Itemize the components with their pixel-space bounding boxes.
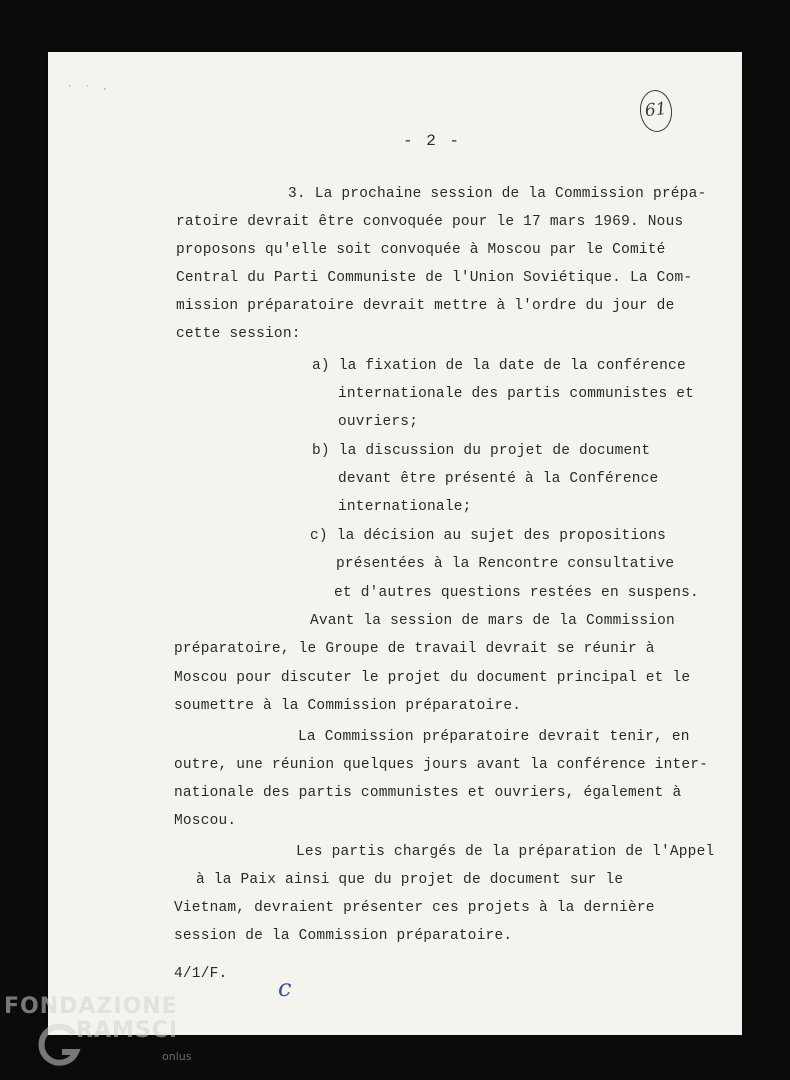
agenda-item-a: internationale des partis communistes et xyxy=(338,386,695,402)
folio-stamp xyxy=(638,88,674,133)
page-number: - 2 - xyxy=(403,132,462,150)
text-line: nationale des partis communistes et ouvriers, également à xyxy=(174,785,682,801)
agenda-item-a: a) la fixation de la date de la conférence xyxy=(312,358,686,374)
agenda-item-b: devant être présenté à la Conférence xyxy=(338,471,659,487)
watermark-logo xyxy=(4,994,204,1080)
agenda-item-a: ouvriers; xyxy=(338,414,419,430)
agenda-item-c: et d'autres questions restées en suspens. xyxy=(334,585,699,601)
text-line: outre, une réunion quelques jours avant la conférence inter- xyxy=(174,757,709,773)
watermark-line1: FONDAZIONE xyxy=(4,994,178,1019)
text-line: Les partis chargés de la préparation de l'Appel xyxy=(296,844,715,860)
text-line: Central du Parti Communiste de l'Union Soviétique. La Com- xyxy=(176,270,693,286)
handwritten-initial: c xyxy=(278,974,292,1002)
agenda-item-c: c) la décision au sujet des propositions xyxy=(310,528,667,544)
text-line: à la Paix ainsi que du projet de document sur le xyxy=(196,872,624,888)
text-line: Moscou. xyxy=(174,813,237,829)
agenda-item-b: b) la discussion du projet de document xyxy=(312,443,651,459)
text-line: soumettre à la Commission préparatoire. xyxy=(174,698,522,714)
text-line: ratoire devrait être convoquée pour le 17 mars 1969. Nous xyxy=(176,214,684,230)
text-line: proposons qu'elle soit convoquée à Moscou par le Comité xyxy=(176,242,666,258)
text-line: Avant la session de mars de la Commission xyxy=(310,613,675,629)
pencil-marks: · · , xyxy=(68,82,113,92)
agenda-item-b: internationale; xyxy=(338,499,472,515)
text-line: mission préparatoire devrait mettre à l'ordre du jour de xyxy=(176,298,675,314)
text-line: cette session: xyxy=(176,326,301,342)
watermark-line2: RAMSCI xyxy=(76,1018,179,1043)
document-page xyxy=(48,52,742,1035)
text-line: La Commission préparatoire devrait tenir, en xyxy=(298,729,690,745)
text-line: préparatoire, le Groupe de travail devrait se réunir à xyxy=(174,641,655,657)
g-logo-icon xyxy=(34,1022,82,1068)
watermark-suffix: onlus xyxy=(162,1050,192,1063)
folio-number: 61 xyxy=(643,98,668,122)
text-line: session de la Commission préparatoire. xyxy=(174,928,513,944)
agenda-item-c: présentées à la Rencontre consultative xyxy=(336,556,675,572)
text-line: Vietnam, devraient présenter ces projets à la dernière xyxy=(174,900,655,916)
text-line: 3. La prochaine session de la Commission prépa- xyxy=(288,186,707,202)
reference-code: 4/1/F. xyxy=(174,966,228,982)
text-line: Moscou pour discuter le projet du document principal et le xyxy=(174,670,691,686)
